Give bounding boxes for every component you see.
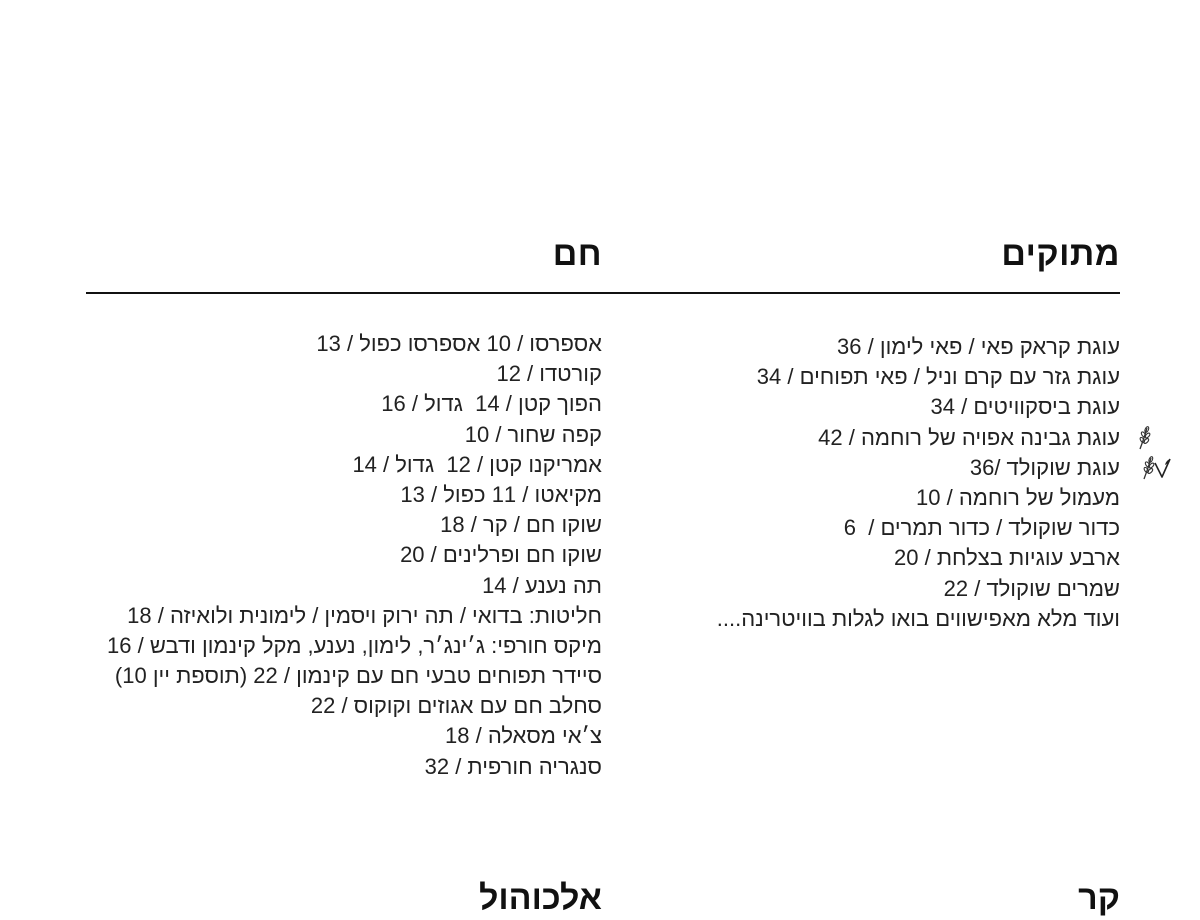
dietary-marks (1140, 455, 1172, 481)
menu-item-text: מקיאטו / 11 כפול / 13 (400, 481, 602, 507)
menu-item-text: אספרסו / 10 אספרסו כפול / 13 (316, 331, 602, 356)
menu-item-text: כדור שוקולד / כדור תמרים / 6 (843, 515, 1120, 541)
menu-item (717, 513, 1120, 543)
vegan-icon (1156, 455, 1172, 481)
menu-item (107, 389, 602, 419)
section-title-hot: חם (552, 235, 602, 273)
menu-item-text: מיקס חורפי: ג׳ינג׳ר, לימון, נענע, מקל קינמון ודבש / 16 (107, 632, 602, 658)
menu-item (107, 480, 602, 510)
menu-item (107, 420, 602, 450)
menu-item (107, 450, 602, 480)
menu-item-text: סחלב חם עם אגוזים וקוקוס / 22 (310, 693, 602, 719)
menu-item (107, 691, 602, 721)
menu-item (717, 483, 1120, 513)
menu-item-text: עוגת גזר עם קרם וניל / פאי תפוחים / 34 (756, 364, 1120, 390)
menu-item (717, 604, 1120, 634)
menu-item-text: הפוך קטן / 14 גדול / 16 (381, 391, 602, 417)
menu-item-text: ועוד מלא מאפישווים בואו לגלות בוויטרינה.... (716, 605, 1120, 631)
menu-item-text: עוגת שוקולד /36 (969, 454, 1120, 480)
menu-item (107, 359, 602, 389)
menu-item-text: סיידר תפוחים טבעי חם עם קינמון / 22 (תוספת יין 10) (114, 663, 602, 689)
section-title-cold: קר (1078, 879, 1120, 917)
menu-item (107, 721, 602, 751)
menu-item (717, 332, 1120, 362)
menu-item-text: תה נענע / 14 (482, 572, 602, 598)
wheat-icon (1140, 455, 1156, 481)
menu-item (107, 510, 602, 540)
menu-item (717, 423, 1120, 453)
menu-item (717, 362, 1120, 392)
menu-item (107, 631, 602, 661)
menu-item-text: צ׳אי מסאלה / 18 (445, 723, 602, 749)
section-title-alcohol: אלכוהול (478, 879, 602, 917)
dietary-marks (1136, 425, 1152, 451)
hot-drinks-list (107, 329, 602, 782)
menu-item-text: חליטות: בדואי / תה ירוק ויסמין / לימונית ולואיזה / 18 (127, 602, 602, 628)
menu-item (107, 540, 602, 570)
section-divider (86, 292, 1120, 294)
menu-item-text: סנגריה חורפית / 32 (424, 753, 602, 779)
menu-item-text: קורטדו / 12 (496, 361, 602, 387)
menu-item (717, 543, 1120, 573)
wheat-icon (1136, 425, 1152, 451)
menu-item-text: שמרים שוקולד / 22 (943, 575, 1120, 601)
menu-item-text: מעמול של רוחמה / 10 (916, 484, 1120, 510)
menu-item (717, 574, 1120, 604)
menu-item (107, 752, 602, 782)
menu-item-text: ארבע עוגיות בצלחת / 20 (894, 545, 1120, 571)
menu-item (107, 571, 602, 601)
menu-item-text: עוגת גבינה אפויה של רוחמה / 42 (818, 424, 1120, 450)
menu-item (717, 453, 1120, 483)
menu-item-text: עוגת ביסקוויטים / 34 (930, 394, 1120, 420)
menu-item (717, 392, 1120, 422)
section-title-sweets: מתוקים (1001, 235, 1120, 273)
menu-item-text: שוקו חם / קר / 18 (440, 512, 602, 538)
menu-item (107, 661, 602, 691)
menu-item-text: עוגת קראק פאי / פאי לימון / 36 (837, 334, 1120, 359)
menu-item (107, 329, 602, 359)
menu-item-text: קפה שחור / 10 (464, 421, 602, 447)
menu-item-text: אמריקנו קטן / 12 גדול / 14 (352, 451, 602, 477)
menu-item-text: שוקו חם ופרלינים / 20 (400, 542, 602, 568)
sweets-list (717, 332, 1120, 634)
menu-item (107, 601, 602, 631)
